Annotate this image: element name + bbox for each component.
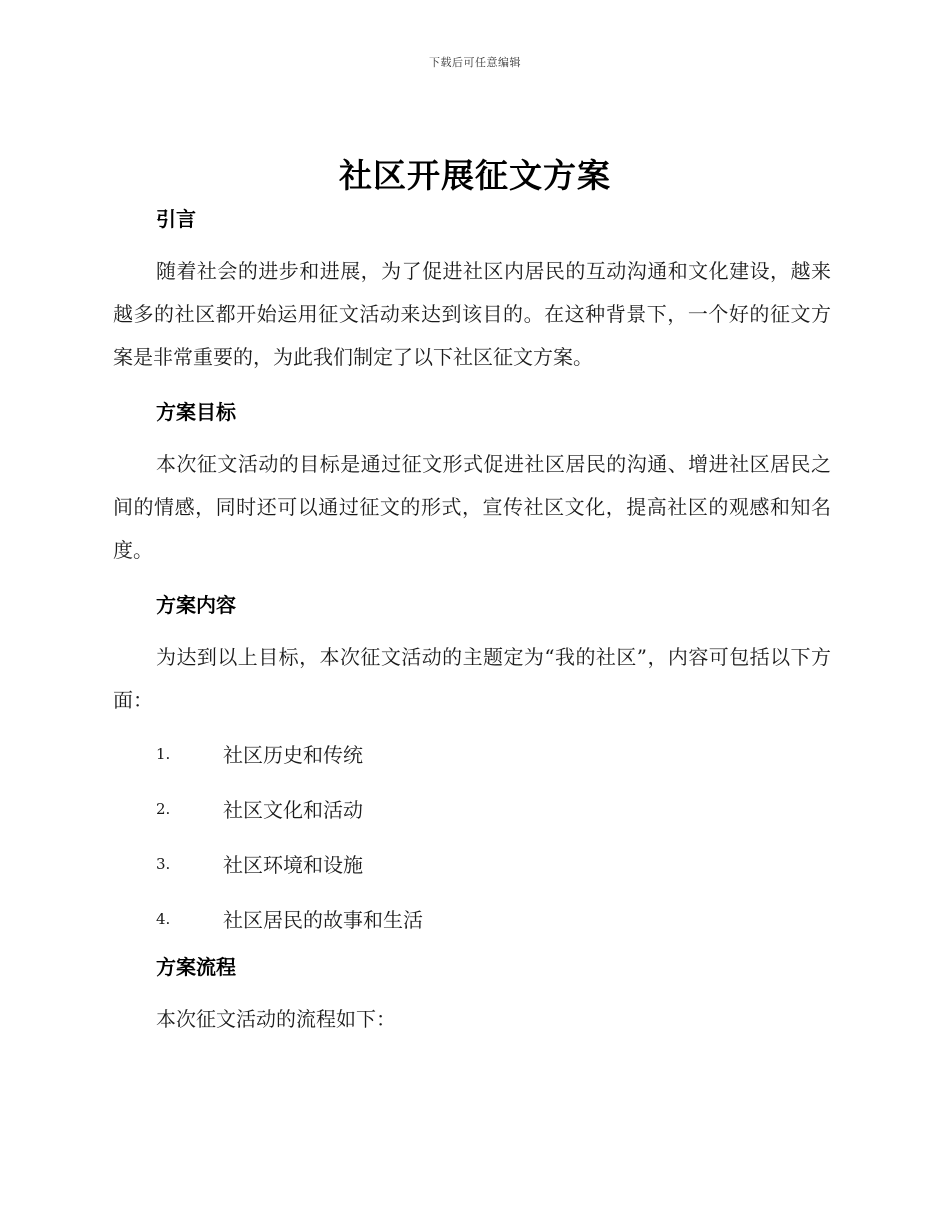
section-heading-process: 方案流程 (156, 955, 236, 979)
document-title: 社区开展征文方案 (339, 156, 611, 195)
section-heading-intro: 引言 (156, 207, 196, 231)
section-process (113, 946, 831, 1041)
list-item-text: 社区居民的故事和生活 (223, 908, 423, 932)
section-heading-content: 方案内容 (156, 593, 236, 617)
list-item-number: 3. (156, 854, 171, 873)
paragraph-goal: 本次征文活动的目标是通过征文形式促进社区居民的沟通、增进社区居民之间的情感，同时还可以通过征文的形式，宣传社区文化，提高社区的观感和知名度。 (113, 452, 831, 562)
list-item-number: 1. (156, 744, 171, 763)
list-item-number: 4. (156, 909, 171, 928)
list-item (113, 726, 831, 781)
header-note: 下载后可任意编辑 (429, 56, 521, 69)
list-item-text: 社区文化和活动 (223, 798, 363, 822)
section-intro (113, 198, 831, 391)
paragraph-content: 为达到以上目标，本次征文活动的主题定为“我的社区”，内容可包括以下方面： (113, 645, 831, 712)
content-list (113, 726, 831, 946)
section-content (113, 584, 831, 946)
paragraph-process: 本次征文活动的流程如下： (156, 1007, 396, 1031)
list-item (113, 891, 831, 946)
list-item-text: 社区历史和传统 (223, 743, 363, 767)
document-body (113, 198, 831, 1041)
list-item-text: 社区环境和设施 (223, 853, 363, 877)
list-item (113, 836, 831, 891)
list-item-number: 2. (156, 799, 171, 818)
list-item (113, 781, 831, 836)
section-goal (113, 391, 831, 584)
paragraph-intro: 随着社会的进步和进展，为了促进社区内居民的互动沟通和文化建设，越来越多的社区都开始运用征文活动来达到该目的。在这种背景下，一个好的征文方案是非常重要的，为此我们制定了以下社区征文方案。 (113, 259, 831, 369)
section-heading-goal: 方案目标 (156, 400, 236, 424)
